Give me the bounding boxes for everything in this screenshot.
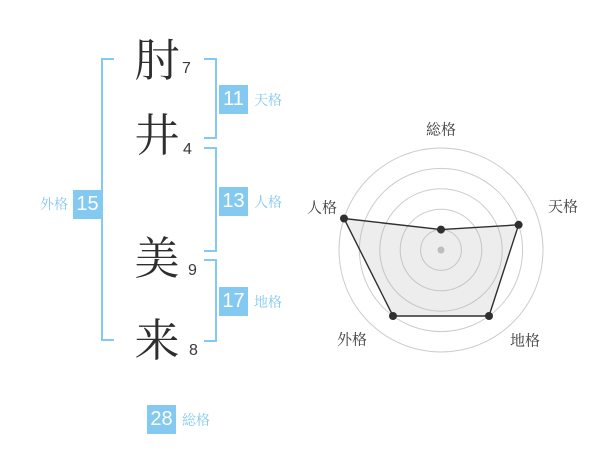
radar-center-dot: [438, 247, 445, 254]
chikaku-value-badge: 17: [219, 287, 248, 316]
radar-vertex-dot: [437, 226, 445, 234]
radar-vertex-dot: [515, 221, 523, 229]
radar-axis-label-jinkaku: 人格: [306, 199, 338, 217]
jinkaku-value-badge: 13: [219, 187, 248, 216]
gaikaku-label: 外格: [40, 196, 68, 212]
tenkaku-value-badge: 11: [219, 85, 248, 114]
gaikaku-bracket: [101, 58, 114, 341]
radar-vertex-dot: [389, 312, 397, 320]
radar-vertex-dot: [485, 312, 493, 320]
radar-chart: [301, 110, 581, 390]
name-character-4: 来: [134, 315, 180, 366]
radar-vertex-dot: [340, 215, 348, 223]
radar-axis-label-tenkaku: 天格: [547, 198, 579, 216]
radar-axis-label-chikaku: 地格: [509, 332, 541, 350]
stroke-count-3: 9: [188, 262, 197, 279]
tenkaku-bracket: [204, 58, 217, 139]
radar-data-polygon: [344, 219, 519, 317]
stroke-count-2: 4: [183, 141, 192, 158]
soukaku-value-badge: 28: [147, 405, 176, 434]
soukaku-label: 総格: [182, 412, 210, 428]
stroke-count-1: 7: [182, 60, 191, 77]
name-character-3: 美: [134, 233, 180, 284]
name-character-2: 井: [134, 110, 180, 161]
chikaku-label: 地格: [254, 294, 282, 310]
radar-axis-label-gaikaku: 外格: [336, 331, 368, 349]
jinkaku-bracket: [204, 147, 217, 252]
name-character-1: 肘: [134, 35, 180, 86]
jinkaku-label: 人格: [254, 194, 282, 210]
gaikaku-value-badge: 15: [73, 190, 102, 219]
chikaku-bracket: [204, 259, 217, 342]
tenkaku-label: 天格: [254, 92, 282, 108]
stroke-count-4: 8: [189, 342, 198, 359]
radar-axis-label-soukaku: 総格: [425, 121, 457, 139]
